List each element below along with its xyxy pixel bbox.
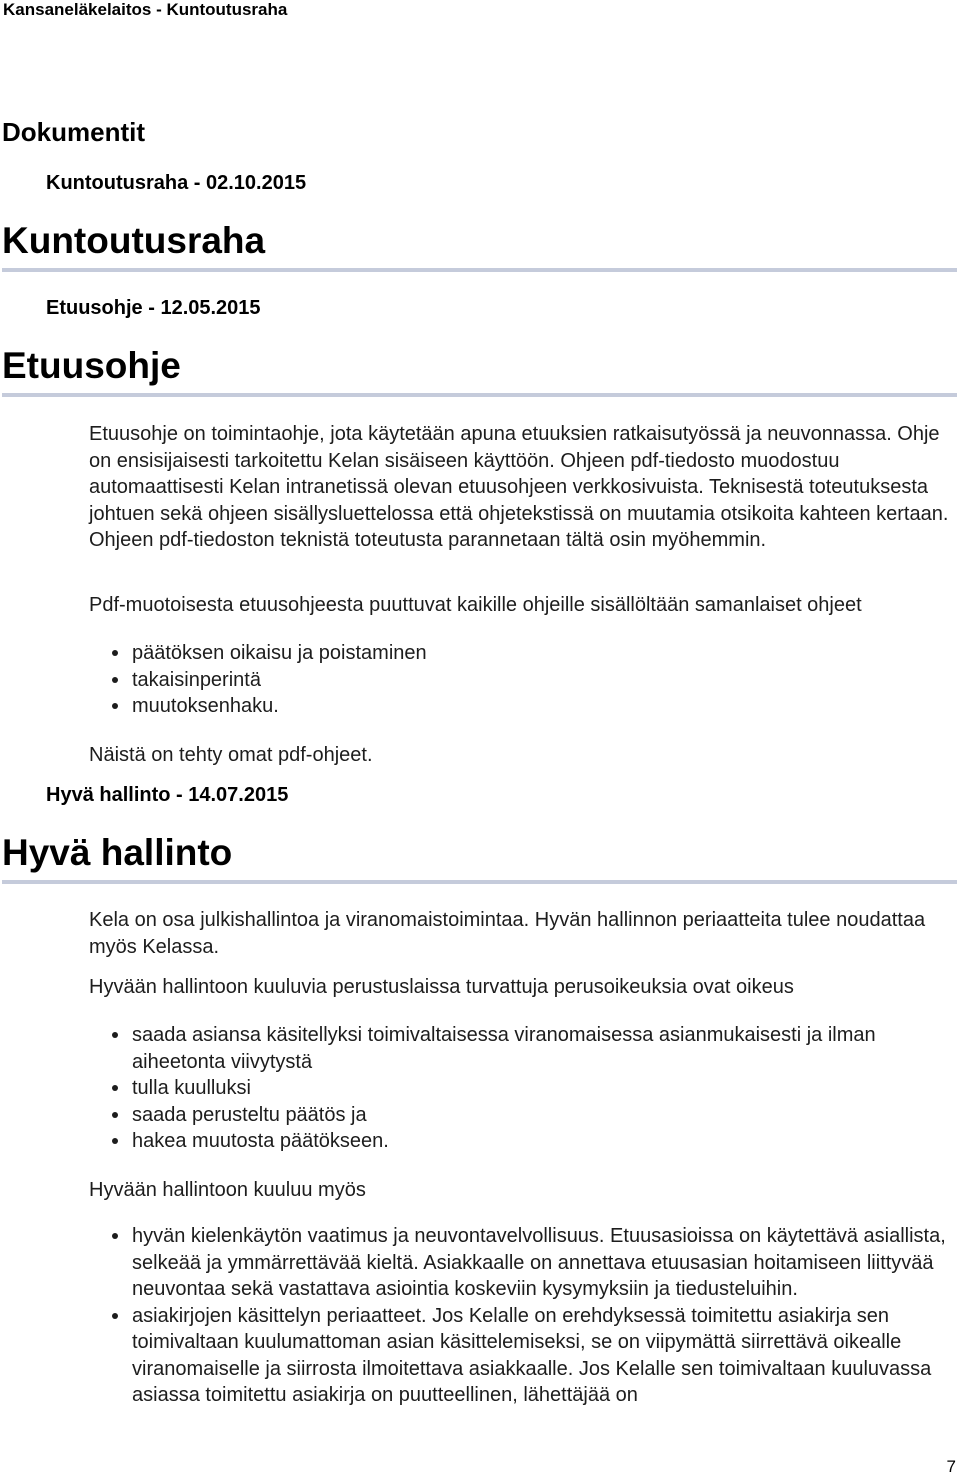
list-item: takaisinperintä [89, 667, 949, 694]
hyva-hallinto-lead-paragraph: Hyvään hallintoon kuuluvia perustuslaissa turvattuja perusoikeuksia ovat oikeus [89, 976, 794, 998]
list-item: hakea muutosta päätökseen. [89, 1128, 949, 1155]
documents-heading: Dokumentit [2, 117, 145, 147]
list-item: asiakirjojen käsittelyn periaatteet. Jos Kelalle on erehdyksessä toimitettu asiakirja sen toimivaltaan kuulumattoman asian käsittelemiseksi, se on viipymättä siirrettävä oikealle viranomaiselle ja siirrosta ilmoitettava asiakkaalle. Jos Kelalle sen toimivaltaan kuuluvassa asiassa toimitettu asiakirja on puutteellinen, lähettäjää on [89, 1303, 949, 1409]
list-item: saada asiansa käsitellyksi toimivaltaisessa viranomaisessa asianmukaisesti ja ilman aiheetonta viivytystä [89, 1022, 949, 1075]
kuntoutusraha-subtitle: Kuntoutusraha - 02.10.2015 [46, 172, 307, 194]
list-item: saada perusteltu päätös ja [89, 1102, 949, 1129]
hyva-hallinto-intro-paragraph: Kela on osa julkishallintoa ja viranomaistoimintaa. Hyvän hallinnon periaatteita tulee noudattaa myös Kelassa. [89, 909, 926, 958]
document-header-title: Kansaneläkelaitos - Kuntoutusraha [3, 0, 288, 19]
hyva-hallinto-subtitle: Hyvä hallinto - 14.07.2015 [46, 784, 289, 806]
section-divider [2, 268, 957, 272]
section-divider [2, 880, 957, 884]
page-number: 7 [946, 1457, 956, 1476]
etuusohje-outro-paragraph: Näistä on tehty omat pdf-ohjeet. [89, 744, 373, 766]
section-divider [2, 393, 957, 397]
list-item: muutoksenhaku. [89, 693, 949, 720]
hyva-hallinto-lead-paragraph-2: Hyvään hallintoon kuuluu myös [89, 1179, 366, 1201]
perusoikeudet-list [89, 1022, 949, 1155]
etuusohje-subtitle: Etuusohje - 12.05.2015 [46, 297, 261, 319]
hallinto-list [89, 1223, 949, 1409]
list-item: tulla kuulluksi [89, 1075, 949, 1102]
kuntoutusraha-heading: Kuntoutusraha [2, 220, 266, 261]
etuusohje-list [89, 640, 949, 720]
etuusohje-heading: Etuusohje [2, 345, 181, 386]
etuusohje-lead-paragraph: Pdf-muotoisesta etuusohjeesta puuttuvat kaikille ohjeille sisällöltään samanlaiset ohjeet [89, 594, 862, 616]
hyva-hallinto-heading: Hyvä hallinto [2, 832, 233, 873]
list-item: päätöksen oikaisu ja poistaminen [89, 640, 949, 667]
etuusohje-intro-paragraph: Etuusohje on toimintaohje, jota käytetään apuna etuuksien ratkaisutyössä ja neuvonnassa. Ohje on ensisijaisesti tarkoitettu Kelan sisäiseen käyttöön. Ohjeen pdf-tiedosto muodostuu automaattisesti Kelan intranetissä olevan etuusohjeen verkkosivuista. Teknisestä toteutuksesta johtuen sekä ohjeen sisällysluettelossa että ohjetekstissä on muutamia otsikoita kahteen kertaan. Ohjeen pdf-tiedoston teknistä toteutusta parannetaan tältä osin myöhemmin. [89, 423, 949, 551]
list-item: hyvän kielenkäytön vaatimus ja neuvontavelvollisuus. Etuusasioissa on käytettävä asiallista, selkeää ja ymmärrettävää kieltä. Asiakkaalle on annettava etuusasian hoitamiseen liittyvää neuvontaa sekä vastattava asiointia koskeviin kysymyksiin ja tiedusteluihin. [89, 1223, 949, 1303]
